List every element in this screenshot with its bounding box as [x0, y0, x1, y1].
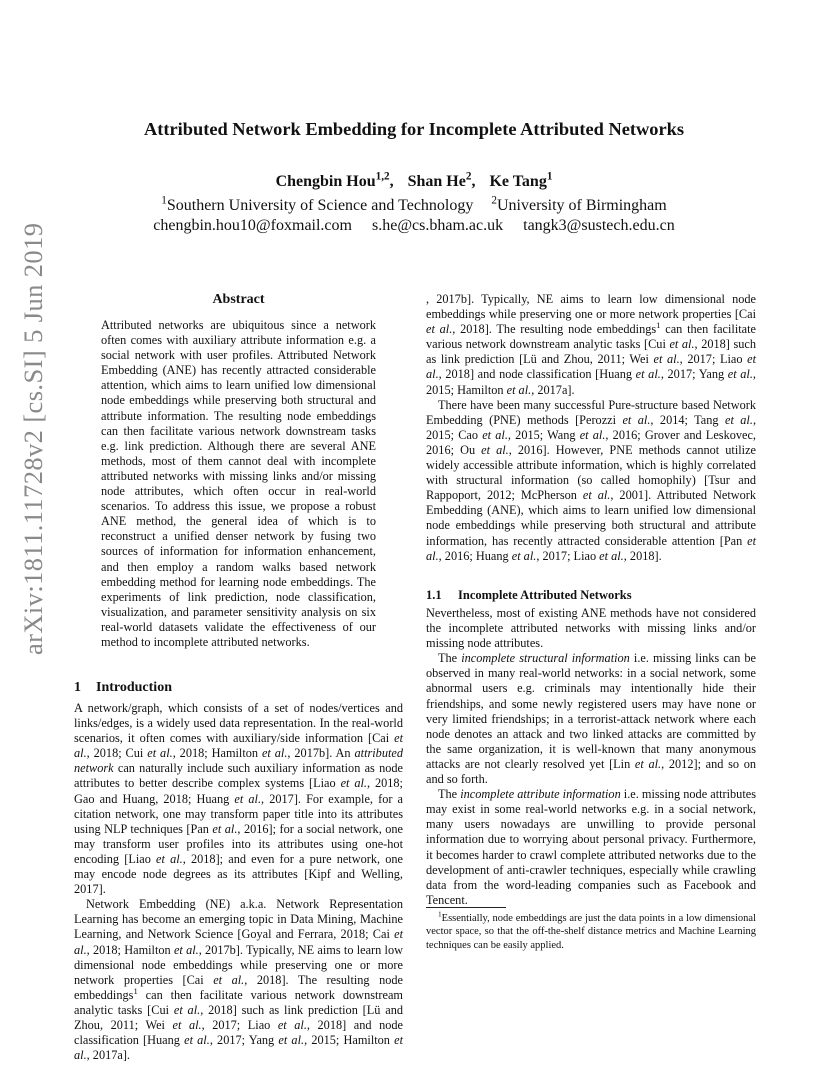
- footnote: [426, 909, 756, 952]
- author-affiliation-mark: 1: [546, 170, 553, 183]
- subsection-number: 1.1: [426, 588, 442, 602]
- author-email: chengbin.hou10@foxmail.com: [153, 217, 352, 234]
- footnote-divider: [426, 907, 506, 908]
- arxiv-sidebar: [12, 222, 52, 655]
- author-email: tangk3@sustech.edu.cn: [523, 217, 675, 234]
- section-number: 1: [74, 680, 81, 695]
- abstract-text: Attributed networks are ubiquitous since a network often comes with auxiliary attribute information e.g. a social network with user profiles. Attributed Network Embedding (ANE) has recently attracted considerable attention, which aims to learn unified low dimensional node embeddings while preserving both structural and attribute information. The resulting node embeddings can then facilitate various network downstream tasks e.g. link prediction. Although there are several ANE methods, most of them cannot deal with incomplete attributed networks with missing links and/or missing node attributes, which often occur in real-world scenarios. To address this issue, we propose a robust ANE method, the general idea of which is to reconstruct a unified denser network by fusing two sources of information for information enhancement, and then employ a random walks based network embedding method for learning node embeddings. The experiments of link prediction, node classification, visualization, and parameter sensitivity analysis on six real-world datasets validate the effectiveness of our method to incomplete attributed networks.: [101, 318, 376, 649]
- author-name: Ke Tang: [489, 173, 547, 190]
- intro-paragraph: A network/graph, which consists of a set of nodes/vertices and links/edges, is a widely used data representation. In the real-world scenarios, it often comes with auxiliary/side information [Cai et al., 2018; Cui et al., 2018; Hamilton et al., 2017b]. An attributed network can naturally include such auxiliary information as node attributes to better describe complex systems [Liao et al., 2018; Gao and Huang, 2018; Huang et al., 2017]. For example, for a citation network, one may transform paper title into its attributes using NLP techniques [Pan et al., 2016]; for a social network, one may transform user profiles into its attributes using one-hot encoding [Liao et al., 2018]; and even for a pure network, one may encode node degrees as its attributes [Kipf and Welling, 2017].: [74, 701, 404, 897]
- subsection-heading: [426, 588, 632, 603]
- arxiv-identifier: arXiv:1811.11728v2 [cs.SI] 5 Jun 2019: [18, 222, 48, 655]
- affiliation-name: Southern University of Science and Technology: [166, 197, 474, 214]
- author-name: Chengbin Hou: [275, 173, 376, 190]
- section-heading: [74, 680, 172, 696]
- paper-title: Attributed Network Embedding for Incomplete Attributed Networks: [143, 119, 685, 139]
- abstract-heading: Abstract: [212, 292, 265, 307]
- author-affiliation-mark: 2: [465, 170, 472, 183]
- subsection-paragraph: Nevertheless, most of existing ANE methods have not considered the incomplete attributed networks with missing links and/or missing node attributes.: [426, 606, 756, 651]
- subsection-paragraph: The incomplete structural information i.e. missing links can be observed in many real-world networks: in a social network, some abnormal users e.g. criminals may intentionally hide their friendships, and some newly registered users may have none or very limited friendships; in a terrorist-attack network where each node denotes an attack and two linked attacks are committed by the same organization, it is well-known that many anonymous attacks are not clearly resolved yet [Lin et al., 2012]; and so on and so forth.: [426, 651, 757, 787]
- footnote-text: Essentially, node embeddings are just the data points in a low dimensional vector space, so that the off-the-shelf distance metrics and Machine Learning techniques can be easily applied.: [426, 913, 756, 951]
- intro-column-right: [426, 292, 756, 578]
- email-list: [0, 217, 828, 235]
- intro-paragraph: Network Embedding (NE) a.k.a. Network Representation Learning has become an emerging topic in Data Mining, Machine Learning, and Network Science [Goyal and Ferrara, 2018; Cai et al., 2018; Hamilton et al., 2017b]. Typically, NE aims to learn low dimensional node embeddings while preserving one or more network properties [Cai et al., 2018]. The resulting node embeddings$^1$ can then facilitate various network downstream analytic tasks [Cui et al., 2018] such as link prediction [Lü and Zhou, 2011; Wei et al., 2017; Liao et al., 2018] and node classification [Huang et al., 2017; Yang et al., 2015; Hamilton et al., 2017a].: [74, 897, 404, 1063]
- author-list: Chengbin Hou$^{1,2}$, Shan He$^2$, Ke Tang$^1$: [275, 170, 553, 190]
- subsection-paragraph: The incomplete attribute information i.e. missing node attributes may exist in some real-world networks e.g. in a social network, many users nowadays are unwilling to provide personal information due to worrying about personal privacy. Furthermore, it becomes harder to crawl complete attributed networks due to the development of anti-crawler techniques, especially while crawling data from the word-leading companies such as Facebook and Tencent.: [426, 787, 756, 907]
- subsection-title: Incomplete Attributed Networks: [458, 588, 632, 602]
- affiliation-list: [0, 194, 828, 215]
- intro-column-left: [74, 701, 404, 1063]
- affiliation-mark: 1: [161, 194, 167, 207]
- footnote-mark: 1: [133, 985, 138, 996]
- section-title: Introduction: [96, 680, 172, 695]
- intro-paragraph: There have been many successful Pure-structure based Network Embedding (PNE) methods [Perozzi et al., 2014; Tang et al., 2015; Cao et al., 2015; Wang et al., 2016; Grover and Leskovec, 2016; Ou et al., 2016]. However, PNE methods cannot utilize widely accessible attribute information, which is highly correlated with structural information (so called homophily) [Tsur and Rappoport, 2012; McPherson et al., 2001]. Attributed Network Embedding (ANE), which aims to learn unified low dimensional node embeddings while preserving both structural and attribute information, has recently attracted considerable attention [Pan et al., 2016; Huang et al., 2017; Liao et al., 2018].: [426, 397, 757, 563]
- affiliation-name: University of Birmingham: [496, 197, 667, 214]
- intro-paragraph-continued: , 2017b]. Typically, NE aims to learn low dimensional node embeddings while preserving one or more network properties [Cai et al., 2018]. The resulting node embeddings$^1$ can then facilitate various network downstream analytic tasks [Cui et al., 2018] such as link prediction [Lü and Zhou, 2011; Wei et al., 2017; Liao et al., 2018] and node classification [Huang et al., 2017; Yang et al., 2015; Hamilton et al., 2017a].: [426, 292, 757, 397]
- affiliation-mark: 2: [491, 194, 497, 207]
- footnote-mark: 1: [656, 320, 661, 331]
- subsection-body: [426, 606, 756, 908]
- author-name: Shan He: [407, 173, 466, 190]
- footnote-mark: 1: [438, 909, 442, 919]
- author-email: s.he@cs.bham.ac.uk: [371, 217, 504, 234]
- author-affiliation-mark: 1,2: [375, 170, 390, 183]
